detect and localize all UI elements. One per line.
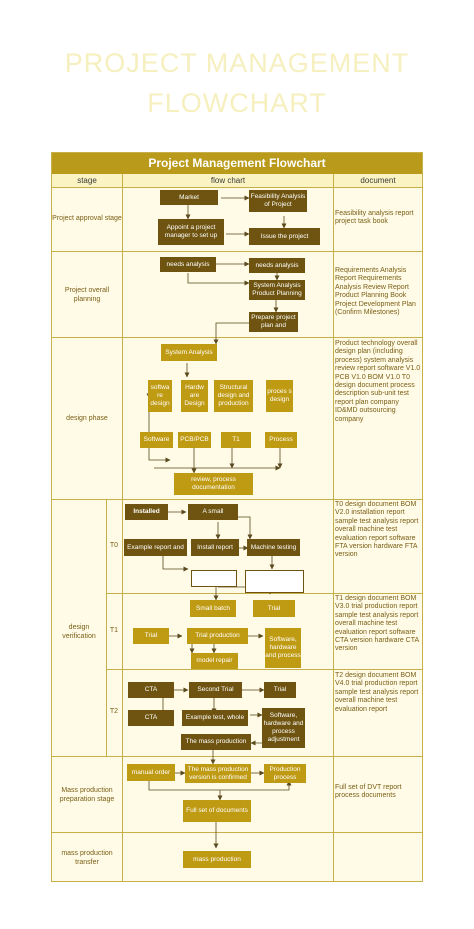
flow-box-model-repair: model repair (191, 653, 238, 669)
flow-box-installed: Installed (125, 504, 168, 520)
flow-box-system-analysis: System Analysis (161, 344, 217, 361)
flow-box-software-design: softwa re design (148, 380, 172, 412)
flowchart-table (51, 152, 423, 882)
flow-box-process-design: proces s design (266, 380, 293, 412)
document-t1: T1 design document BOM V3.0 trial production report sample test analysis report overall machine test evaluation report software CTA version hardware CTA version (335, 595, 419, 653)
flow-box-blank-1 (191, 570, 237, 587)
document-t0: T0 design document BOM V2.0 installation report sample test analysis report overall machine test evaluation report software FTA version hardware FTA version (335, 501, 419, 559)
flow-box-manual-order: manual order (127, 764, 175, 781)
stage-approval: Project approval stage (52, 215, 122, 222)
flow-box-trial-production: Trial production (187, 628, 248, 644)
flow-box-structural-design: Structural design and production (214, 380, 253, 412)
document-t2: T2 design document BOM V4.0 trial production report sample test analysis report overall machine test evaluation report (335, 672, 419, 713)
flow-box-process: Process (265, 432, 297, 448)
sub-stage-t0: T0 (109, 542, 119, 549)
flow-box-trial-2: Trial (133, 628, 169, 644)
flow-box-issue-project: Issue the project (249, 228, 320, 245)
column-header-flow: flow chart (123, 174, 333, 188)
column-header-stage: stage (52, 174, 122, 188)
sub-stage-t2: T2 (109, 708, 119, 715)
flow-box-trial-1: Trial (253, 600, 295, 617)
flow-box-full-documents: Full set of documents (183, 800, 251, 822)
stage-mass-prep: Mass production preparation stage (59, 787, 115, 803)
flow-box-pcb: PCB/PCB (178, 432, 211, 448)
flow-box-appoint-pm: Appoint a project manager to set up (158, 219, 224, 245)
page-title-line-1: PROJECT MANAGEMENT (64, 48, 410, 78)
flow-box-hardware-design: Hardw are Design (181, 380, 208, 412)
flow-box-t1: T1 (221, 432, 251, 448)
flow-box-feasibility: Feasibility Analysis of Project (249, 190, 307, 212)
stage-planning: Project overall planning (64, 287, 110, 303)
flow-box-prepare-plan: Prepare project plan and (249, 312, 298, 332)
flow-box-cta-1: CTA (128, 682, 174, 698)
flow-box-needs-analysis-2: needs analysis (249, 258, 305, 273)
flow-box-mass-production-1: The mass production (181, 734, 251, 750)
flow-box-production-process: Production process (264, 764, 306, 783)
page-title-line-2: FLOWCHART (147, 88, 327, 118)
document-design: Product technology overall design plan (including process) system analysis review report software V1.0 PCB V1.0 BOM V1.0 T0 design document process description sub-unit test report plan company ID&MD outsourcing company (335, 340, 421, 423)
column-header-document: document (334, 174, 422, 188)
document-planning: Requirements Analysis Report Requirements Analysis Review Report Product Planning Book Project Development Plan (Confirm Milestones) (335, 267, 416, 317)
flow-box-machine-testing: Machine testing (247, 539, 300, 556)
flow-box-install-report: Install report (191, 539, 239, 556)
flow-box-needs-analysis-1: needs analysis (160, 257, 216, 272)
stage-verification: design verification (62, 624, 96, 640)
flow-box-trial-3: Trial (264, 682, 296, 698)
flow-box-small-batch: Small batch (190, 600, 236, 617)
flow-box-software-hardware-adjustment: Software, hardware and process adjustment (262, 708, 305, 748)
flow-box-software: Software (140, 432, 173, 448)
document-approval: Feasibility analysis report project task book (335, 210, 414, 226)
table-title: Project Management Flowchart (52, 153, 422, 174)
flow-box-cta-2: CTA (128, 710, 174, 726)
flow-box-software-hardware-process: Software, hardware and process (265, 628, 301, 668)
flow-box-mass-confirmed: The mass production version is confirmed (185, 764, 251, 783)
stage-mass-transfer: mass production transfer (61, 850, 113, 866)
flow-box-review-documentation: review, process documentation (174, 473, 253, 495)
flow-box-a-small: A small (188, 504, 238, 520)
document-mass-prep: Full set of DVT report process documents (335, 784, 402, 800)
flow-box-example-test: Example test, whole (182, 710, 248, 726)
flow-box-system-planning: System Analysis Product Planning (249, 280, 305, 300)
stage-design: design phase (66, 415, 108, 422)
sub-stage-t1: T1 (109, 627, 119, 634)
flow-box-market: Market (160, 190, 218, 205)
flow-box-second-trial: Second Trial (189, 682, 242, 698)
flow-box-blank-2 (245, 570, 304, 593)
flow-box-mass-production-2: mass production (183, 851, 251, 868)
flow-box-example-report: Example report and (124, 539, 187, 556)
